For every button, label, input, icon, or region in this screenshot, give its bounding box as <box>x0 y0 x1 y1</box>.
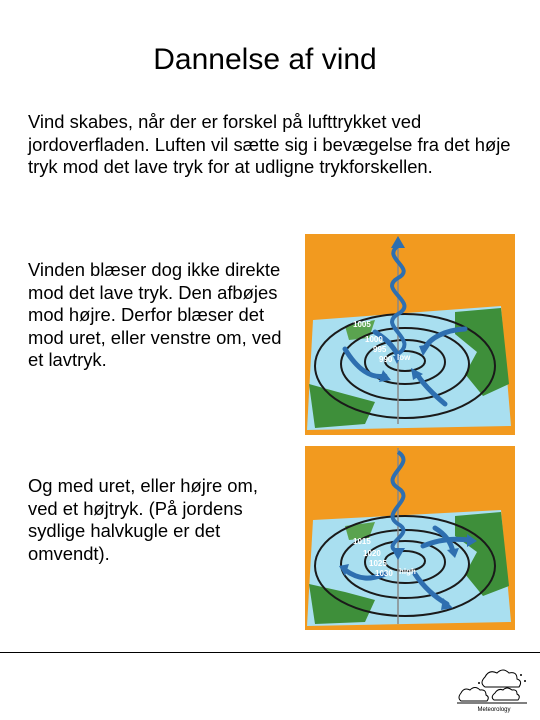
footer-divider <box>0 652 540 653</box>
high-pressure-diagram <box>305 446 515 630</box>
slide-title: Dannelse af vind <box>153 43 377 76</box>
logo-clouds <box>457 670 527 703</box>
meteorology-logo <box>455 659 530 717</box>
isobar-label-4: 990 <box>379 355 393 364</box>
high-pressure-figure <box>305 446 515 630</box>
low-pressure-figure <box>305 234 515 435</box>
isobar-label-2: 1020 <box>363 549 381 558</box>
isobar-label-4: 1030 <box>375 569 393 578</box>
low-pressure-diagram <box>305 234 515 435</box>
isobar-label-3: 1025 <box>369 559 387 568</box>
center-label: low <box>397 353 411 362</box>
isobar-label-2: 1000 <box>365 335 383 344</box>
low-pressure-paragraph: Vinden blæser dog ikke direkte mod det lave tryk. Den afbøjes mod højre. Derfor blæser det mod uret, eller venstre om, ved et lavtryk. <box>28 259 282 371</box>
isobar-label-1: 1005 <box>353 320 371 329</box>
intro-paragraph: Vind skabes, når der er forskel på lufttrykket ved jordoverfladen. Luften vil sætte sig i bevægelse fra det høje tryk mod det lave tryk for at udligne trykforskellen. <box>28 111 511 178</box>
isobar-label-1: 1015 <box>353 537 371 546</box>
logo-text: Meteorology <box>477 707 511 713</box>
isobar-label-3: 995 <box>373 345 387 354</box>
high-pressure-paragraph: Og med uret, eller højre om, ved et højtryk. (På jordens sydlige halvkugle er det omvendt). <box>28 475 258 564</box>
center-label: high <box>399 567 416 576</box>
logo-bird-marks <box>478 674 526 684</box>
